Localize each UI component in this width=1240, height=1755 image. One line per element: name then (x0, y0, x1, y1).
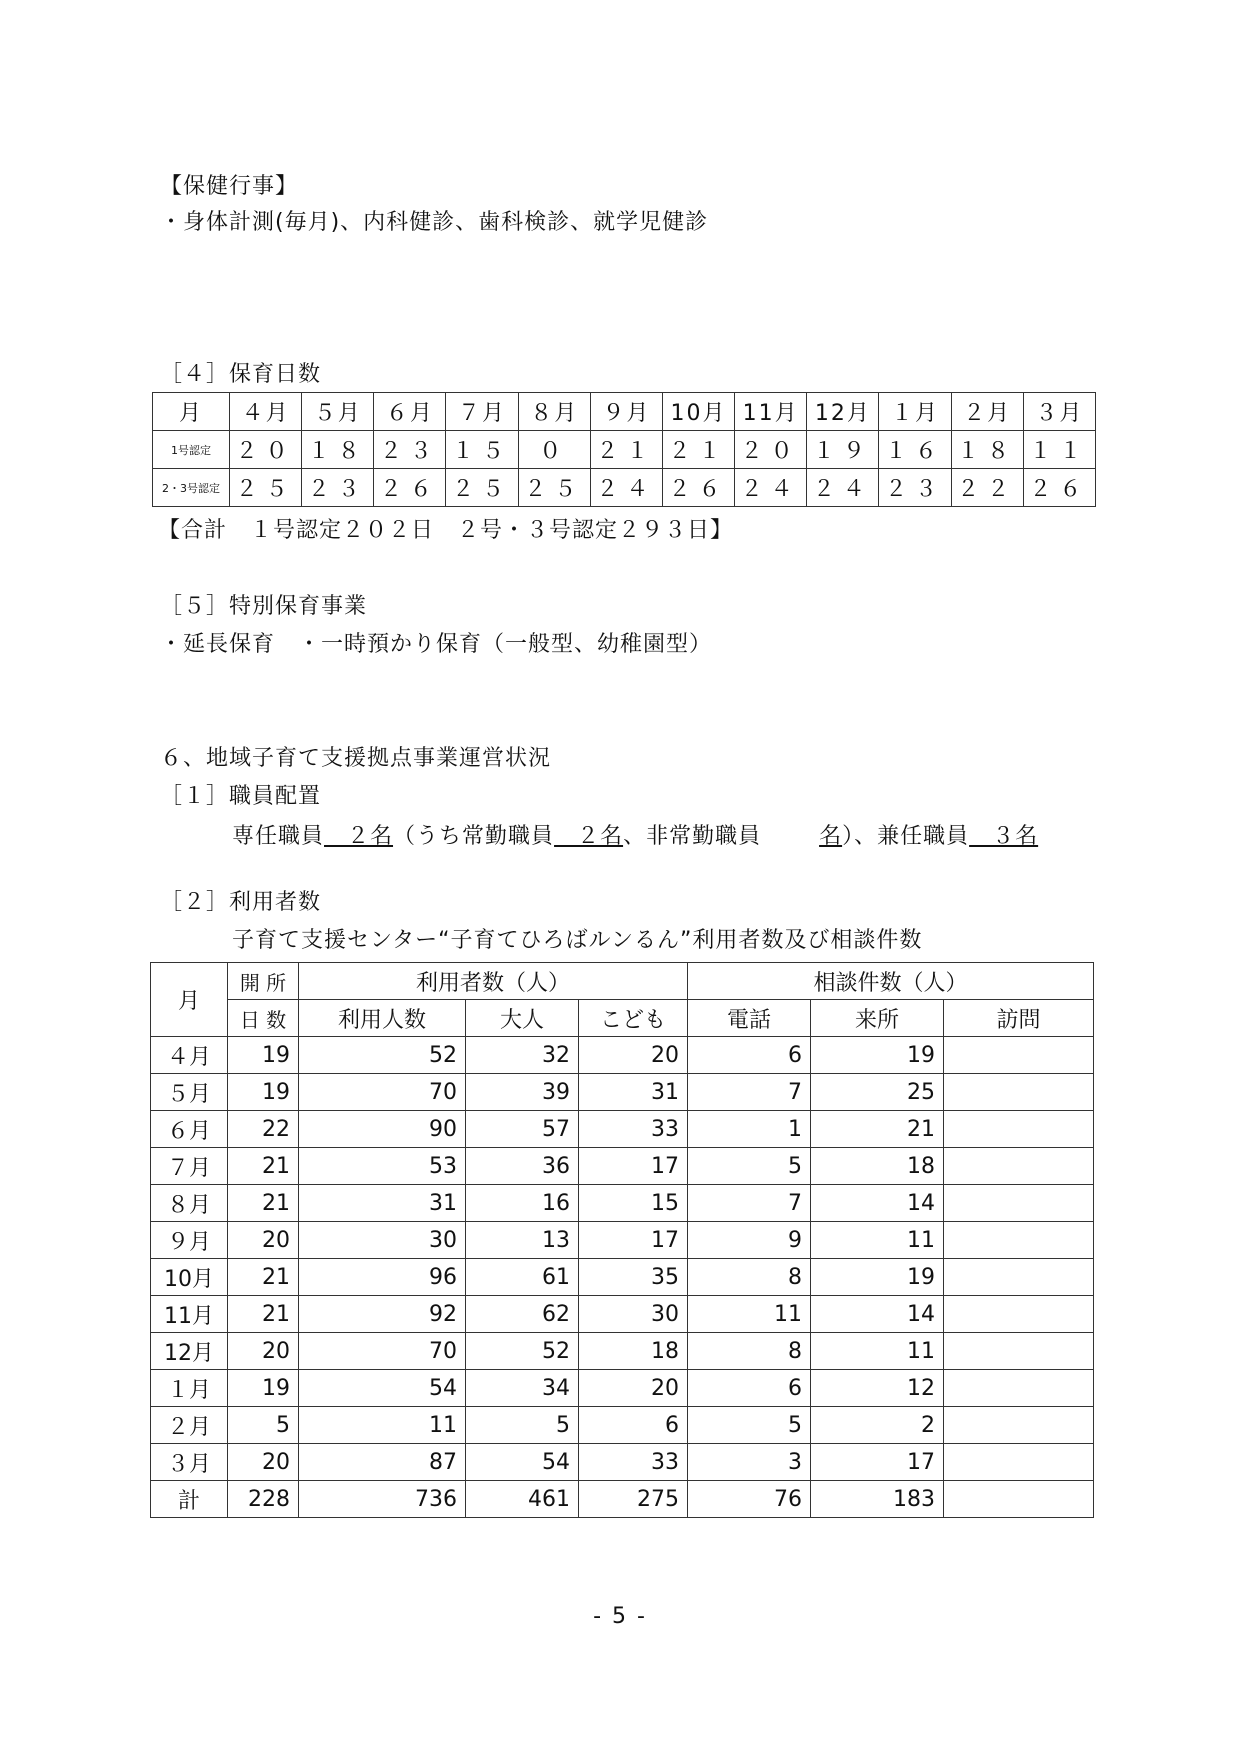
value-cell (944, 1074, 1094, 1111)
health-heading: 【保健行事】 (160, 174, 299, 199)
month-cell: ５月 (151, 1074, 228, 1111)
value-cell (944, 1481, 1094, 1518)
value-cell: 275 (579, 1481, 688, 1518)
day-cell: １６ (879, 431, 951, 469)
value-cell: 20 (579, 1037, 688, 1074)
value-cell: 32 (466, 1037, 579, 1074)
value-cell: 53 (299, 1148, 466, 1185)
day-cell: ２３ (302, 469, 374, 507)
value-cell: 61 (466, 1259, 579, 1296)
day-cell: ２１ (662, 431, 734, 469)
row-label: 1号認定 (153, 431, 230, 469)
value-cell: 54 (299, 1370, 466, 1407)
month-cell: ８月 (518, 393, 590, 431)
day-cell: ２１ (590, 431, 662, 469)
day-cell: ２５ (230, 469, 302, 507)
value-cell: 52 (299, 1037, 466, 1074)
value-cell: 736 (299, 1481, 466, 1518)
value-cell: 8 (688, 1259, 811, 1296)
staff-blank (761, 824, 842, 849)
month-cell: ２月 (151, 1407, 228, 1444)
day-cell: ２０ (230, 431, 302, 469)
table-row (151, 1370, 1094, 1407)
value-cell: 31 (579, 1074, 688, 1111)
value-cell: 14 (811, 1185, 944, 1222)
value-cell: 14 (811, 1296, 944, 1333)
value-cell: 13 (466, 1222, 579, 1259)
open-days-header: 日 数 (228, 1000, 299, 1037)
value-cell: 25 (811, 1074, 944, 1111)
staff-value: ２名 (324, 824, 394, 849)
value-cell: 20 (228, 1222, 299, 1259)
value-cell: 34 (466, 1370, 579, 1407)
table-row (151, 1185, 1094, 1222)
value-cell: 54 (466, 1444, 579, 1481)
day-cell: ２５ (446, 469, 518, 507)
value-cell: 62 (466, 1296, 579, 1333)
day-cell: ２６ (374, 469, 446, 507)
month-cell: ６月 (374, 393, 446, 431)
month-header: 月 (151, 963, 228, 1037)
value-cell: 87 (299, 1444, 466, 1481)
month-header: 月 (153, 393, 230, 431)
value-cell (944, 1185, 1094, 1222)
month-cell: ９月 (590, 393, 662, 431)
value-cell: 18 (811, 1148, 944, 1185)
s5-heading: ［５］特別保育事業 (160, 594, 368, 619)
value-cell: 19 (228, 1074, 299, 1111)
month-cell: 12月 (151, 1333, 228, 1370)
month-cell: 11月 (735, 393, 807, 431)
staff-value: 名 (819, 824, 843, 849)
table-row (151, 1111, 1094, 1148)
value-cell: 21 (811, 1111, 944, 1148)
day-cell: ２６ (662, 469, 734, 507)
health-items: ・身体計測(毎月)、内科健診、歯科検診、就学児健診 (160, 210, 709, 235)
staff-value: ２名 (554, 824, 624, 849)
month-cell: ５月 (302, 393, 374, 431)
value-cell: 11 (811, 1222, 944, 1259)
value-cell (944, 1037, 1094, 1074)
day-cell: １８ (951, 431, 1023, 469)
open-days-header: 開 所 (228, 963, 299, 1000)
value-cell: 76 (688, 1481, 811, 1518)
day-cell: ２６ (1023, 469, 1095, 507)
value-cell (944, 1259, 1094, 1296)
table-row (151, 1148, 1094, 1185)
users-group-header: 利用者数（人） (299, 963, 688, 1000)
month-cell: 11月 (151, 1296, 228, 1333)
day-cell: ２２ (951, 469, 1023, 507)
value-cell (944, 1407, 1094, 1444)
staff-heading: ［１］職員配置 (160, 784, 322, 809)
value-cell: 17 (579, 1222, 688, 1259)
value-cell: 16 (466, 1185, 579, 1222)
value-cell: 11 (299, 1407, 466, 1444)
table-row (151, 1296, 1094, 1333)
day-cell: １５ (446, 431, 518, 469)
value-cell: 9 (688, 1222, 811, 1259)
month-cell: 10月 (662, 393, 734, 431)
day-cell: １８ (302, 431, 374, 469)
staff-label: （うち常勤職員 (393, 824, 555, 849)
value-cell: 6 (688, 1037, 811, 1074)
month-cell: ７月 (446, 393, 518, 431)
staff-line (232, 822, 1038, 852)
value-cell: 6 (688, 1370, 811, 1407)
value-cell: 5 (688, 1407, 811, 1444)
month-cell: 10月 (151, 1259, 228, 1296)
day-cell: ２４ (735, 469, 807, 507)
table-row (151, 1444, 1094, 1481)
table-row (151, 963, 1094, 1000)
month-cell: ９月 (151, 1222, 228, 1259)
value-cell: 92 (299, 1296, 466, 1333)
month-cell: １月 (151, 1370, 228, 1407)
month-cell: 12月 (807, 393, 879, 431)
value-cell: 12 (811, 1370, 944, 1407)
value-cell: 19 (228, 1370, 299, 1407)
day-cell: １１ (1023, 431, 1095, 469)
value-cell: 21 (228, 1296, 299, 1333)
value-cell: 19 (228, 1037, 299, 1074)
value-cell: 11 (688, 1296, 811, 1333)
value-cell: 19 (811, 1037, 944, 1074)
value-cell: 5 (688, 1148, 811, 1185)
month-cell: １月 (879, 393, 951, 431)
consult-group-header: 相談件数（人） (688, 963, 1094, 1000)
value-cell: 18 (579, 1333, 688, 1370)
value-cell: 20 (228, 1444, 299, 1481)
value-cell: 70 (299, 1333, 466, 1370)
table-row (151, 1333, 1094, 1370)
table-row (151, 1000, 1094, 1037)
s5-items: ・延長保育 ・一時預かり保育（一般型、幼稚園型） (160, 632, 713, 657)
value-cell: 33 (579, 1444, 688, 1481)
day-cell: ２４ (807, 469, 879, 507)
table-row (153, 393, 1096, 431)
value-cell: 70 (299, 1074, 466, 1111)
page-number: - 5 - (593, 1604, 647, 1629)
month-cell: ４月 (230, 393, 302, 431)
value-cell: 22 (228, 1111, 299, 1148)
value-cell: 5 (466, 1407, 579, 1444)
table-row (151, 1222, 1094, 1259)
value-cell: 2 (811, 1407, 944, 1444)
users-table-body (151, 1037, 1094, 1518)
staff-label: 専任職員 (232, 824, 325, 849)
value-cell: 7 (688, 1185, 811, 1222)
value-cell: 5 (228, 1407, 299, 1444)
value-cell: 21 (228, 1185, 299, 1222)
value-cell: 461 (466, 1481, 579, 1518)
table-row (151, 1407, 1094, 1444)
value-cell (944, 1370, 1094, 1407)
value-cell: 96 (299, 1259, 466, 1296)
value-cell: 20 (228, 1333, 299, 1370)
day-cell: ２５ (518, 469, 590, 507)
table-row (151, 1074, 1094, 1111)
total-users-header: 利用人数 (299, 1000, 466, 1037)
day-cell: ２３ (879, 469, 951, 507)
value-cell: 31 (299, 1185, 466, 1222)
month-cell: 計 (151, 1481, 228, 1518)
children-header: こども (579, 1000, 688, 1037)
staff-label: 、非常勤職員 (623, 824, 762, 849)
s6-heading: ６、地域子育て支援拠点事業運営状況 (160, 746, 552, 771)
row-label: 2・3号認定 (153, 469, 230, 507)
value-cell: 8 (688, 1333, 811, 1370)
value-cell: 17 (579, 1148, 688, 1185)
value-cell: 90 (299, 1111, 466, 1148)
value-cell (944, 1444, 1094, 1481)
value-cell: 52 (466, 1333, 579, 1370)
month-cell: ４月 (151, 1037, 228, 1074)
value-cell (944, 1111, 1094, 1148)
adults-header: 大人 (466, 1000, 579, 1037)
value-cell: 228 (228, 1481, 299, 1518)
value-cell: 1 (688, 1111, 811, 1148)
users-heading: ［２］利用者数 (160, 890, 322, 915)
value-cell: 20 (579, 1370, 688, 1407)
phone-header: 電話 (688, 1000, 811, 1037)
value-cell: 57 (466, 1111, 579, 1148)
users-table (150, 962, 1094, 1518)
day-cell: ０ (518, 431, 590, 469)
users-caption: 子育て支援センター“子育てひろばルンるん”利用者数及び相談件数 (232, 928, 923, 953)
value-cell: 6 (579, 1407, 688, 1444)
month-cell: ６月 (151, 1111, 228, 1148)
value-cell: 35 (579, 1259, 688, 1296)
staff-label: ）、兼任職員 (842, 824, 970, 849)
value-cell: 39 (466, 1074, 579, 1111)
value-cell (944, 1148, 1094, 1185)
care-days-total: 【合計 １号認定２０２日 ２号・３号認定２９３日】 (158, 518, 734, 543)
value-cell (944, 1296, 1094, 1333)
table-row (153, 469, 1096, 507)
table-row (151, 1037, 1094, 1074)
value-cell: 21 (228, 1148, 299, 1185)
value-cell: 17 (811, 1444, 944, 1481)
home-visit-header: 訪問 (944, 1000, 1094, 1037)
month-cell: ８月 (151, 1185, 228, 1222)
day-cell: ２３ (374, 431, 446, 469)
day-cell: ２０ (735, 431, 807, 469)
day-cell: １９ (807, 431, 879, 469)
value-cell: 15 (579, 1185, 688, 1222)
month-cell: ３月 (151, 1444, 228, 1481)
value-cell: 30 (579, 1296, 688, 1333)
value-cell: 183 (811, 1481, 944, 1518)
value-cell: 33 (579, 1111, 688, 1148)
value-cell: 21 (228, 1259, 299, 1296)
month-cell: ３月 (1023, 393, 1095, 431)
month-cell: ７月 (151, 1148, 228, 1185)
value-cell: 3 (688, 1444, 811, 1481)
month-cell: ２月 (951, 393, 1023, 431)
value-cell: 19 (811, 1259, 944, 1296)
table-row (153, 431, 1096, 469)
value-cell: 30 (299, 1222, 466, 1259)
value-cell: 11 (811, 1333, 944, 1370)
value-cell (944, 1333, 1094, 1370)
s4-heading: ［４］保育日数 (160, 362, 322, 387)
value-cell: 7 (688, 1074, 811, 1111)
table-row (151, 1259, 1094, 1296)
staff-value: ３名 (969, 824, 1039, 849)
value-cell: 36 (466, 1148, 579, 1185)
value-cell (944, 1222, 1094, 1259)
visit-in-header: 来所 (811, 1000, 944, 1037)
table-row (151, 1481, 1094, 1518)
day-cell: ２４ (590, 469, 662, 507)
care-days-table (152, 392, 1096, 507)
